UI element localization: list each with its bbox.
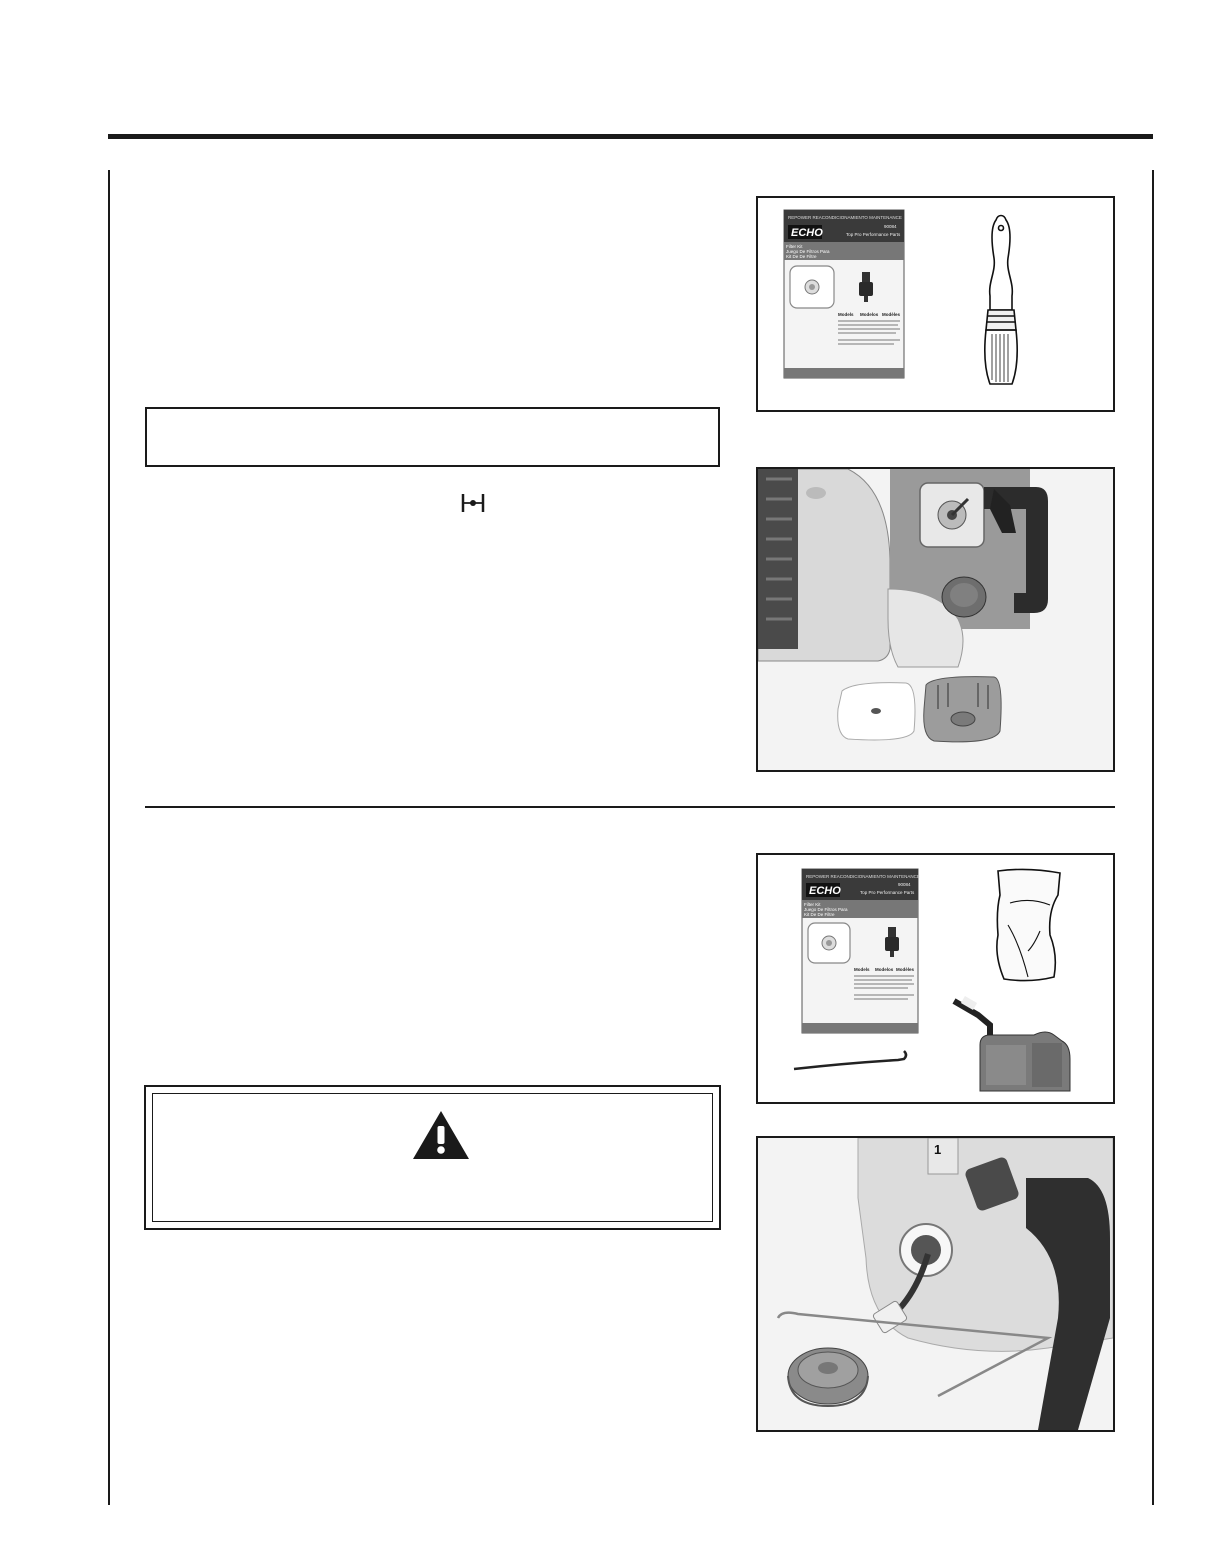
figure-air-filter-photo	[756, 467, 1115, 772]
figure-filter-kit-and-brush	[756, 196, 1115, 412]
svg-text:90084: 90084	[898, 882, 911, 887]
filter-kit-card	[784, 210, 904, 378]
svg-text:Modelos: Modelos	[860, 312, 879, 317]
warning-triangle-icon	[411, 1109, 471, 1161]
svg-text:Filter Kit: Filter Kit	[804, 902, 821, 907]
svg-text:Models: Models	[838, 312, 854, 317]
svg-text:90084: 90084	[884, 224, 897, 229]
rag-drawing	[997, 869, 1060, 980]
figure-fuel-tank-photo	[756, 1136, 1115, 1432]
filter-kit-card	[802, 869, 920, 1033]
left-margin-line	[108, 170, 110, 1505]
kit-header-text: REPOWER REACONDICIONAMIENTO MAINTENANCE	[788, 215, 902, 220]
svg-text:Models: Models	[854, 967, 870, 972]
kit-brand-logo: ECHO	[791, 227, 823, 239]
right-margin-line	[1152, 170, 1154, 1505]
choke-symbol-icon	[460, 492, 486, 514]
svg-text:Juego De Filtros Para: Juego De Filtros Para	[804, 907, 848, 912]
svg-text:REPOWER REACONDICIONAMIENTO: REPOWER REACONDICIONAMIENTO MAINTENANCE	[806, 874, 920, 879]
section-divider	[145, 806, 1115, 808]
svg-text:Modèles: Modèles	[882, 312, 901, 317]
hook-wire-tool	[794, 1051, 906, 1069]
tank-label-text: 1	[934, 1142, 942, 1157]
header-rule	[108, 134, 1153, 139]
svg-text:Juego De Filtros Para: Juego De Filtros Para	[786, 249, 830, 254]
svg-text:Modèles: Modèles	[896, 967, 915, 972]
fuel-can	[954, 996, 1070, 1091]
svg-text:Top Pro Performance Parts: Top Pro Performance Parts	[846, 232, 901, 237]
paint-brush-drawing	[985, 216, 1017, 385]
kit-brand-logo: ECHO	[809, 885, 841, 897]
note-box	[145, 407, 720, 467]
svg-text:Kit De De Filtre: Kit De De Filtre	[804, 912, 835, 917]
svg-text:Top Pro Performance Parts: Top Pro Performance Parts	[860, 890, 915, 895]
svg-text:Kit De De Filtre: Kit De De Filtre	[786, 254, 817, 259]
svg-text:Modelos: Modelos	[875, 967, 894, 972]
warning-box	[144, 1085, 721, 1230]
figure-kit-tools-fuel	[756, 853, 1115, 1104]
svg-text:Filter Kit: Filter Kit	[786, 244, 803, 249]
